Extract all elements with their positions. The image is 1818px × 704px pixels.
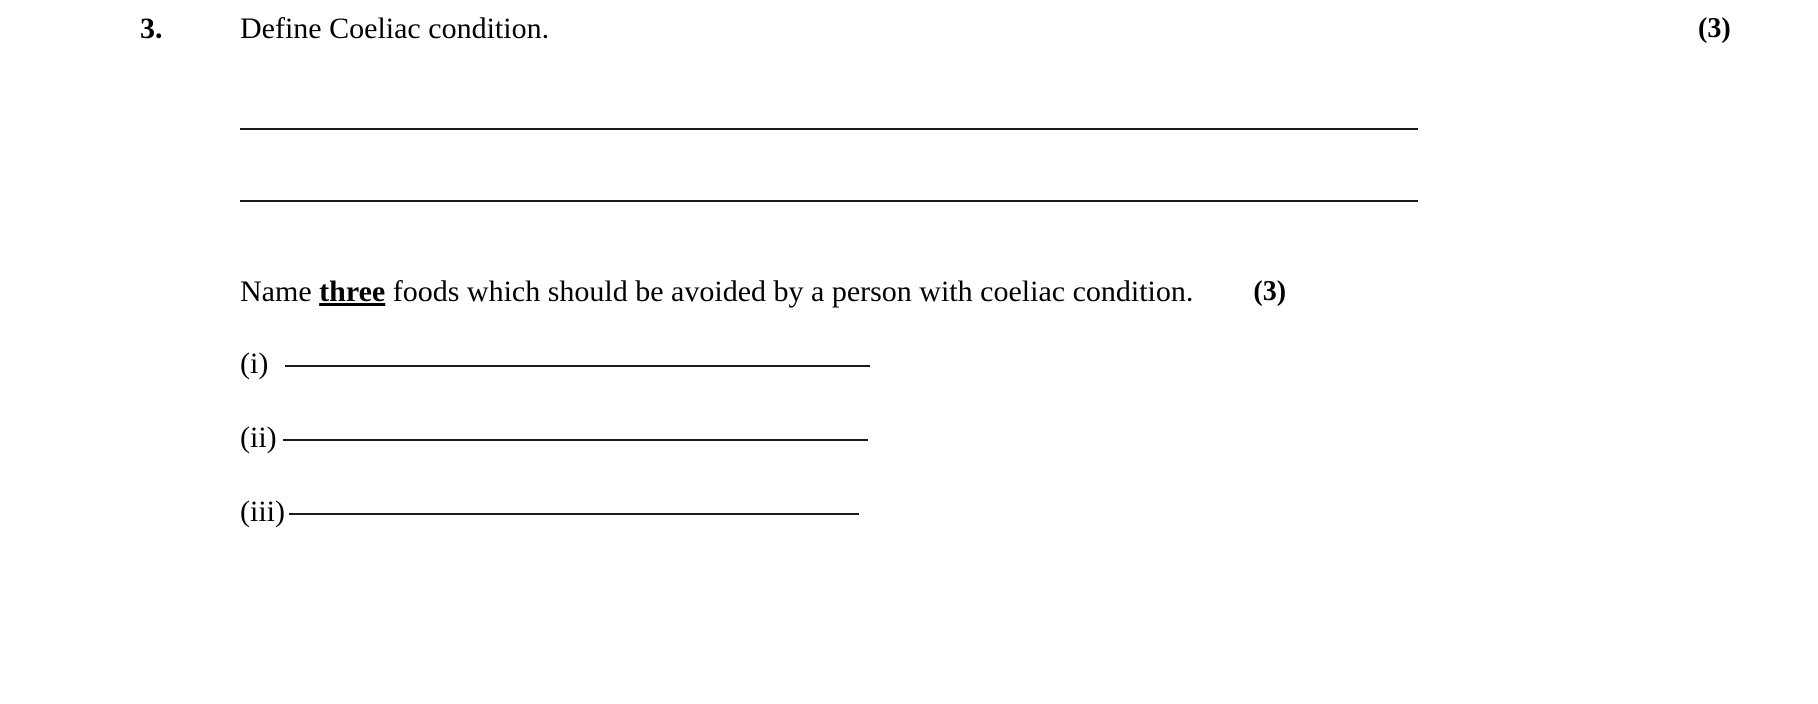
sub-question-text-before: Name [240,275,320,308]
sub-question-emphasis: three [319,275,386,308]
question-number: 3. [140,12,163,45]
sub-question-marks: (3) [1253,276,1287,307]
question-marks: (3) [1698,13,1731,44]
item-answer-line-ii[interactable] [283,439,868,441]
sub-question-row [0,272,1818,312]
answer-line-1[interactable] [240,128,1418,130]
item-label-ii: (ii) [240,421,277,454]
sub-question-text [240,272,1193,312]
item-answer-line-i[interactable] [285,365,870,367]
question-header-row [0,10,1818,48]
answer-line-2[interactable] [240,200,1418,202]
item-label-i: (i) [240,347,269,380]
sub-question-text-after: foods which should be avoided by a person with coeliac condition. [385,275,1194,308]
item-label-iii: (iii) [240,495,285,528]
list-item [240,494,859,530]
item-answer-line-iii[interactable] [289,513,859,515]
list-item [240,346,870,382]
question-prompt: Define Coeliac condition. [240,12,550,45]
list-item [240,420,868,456]
